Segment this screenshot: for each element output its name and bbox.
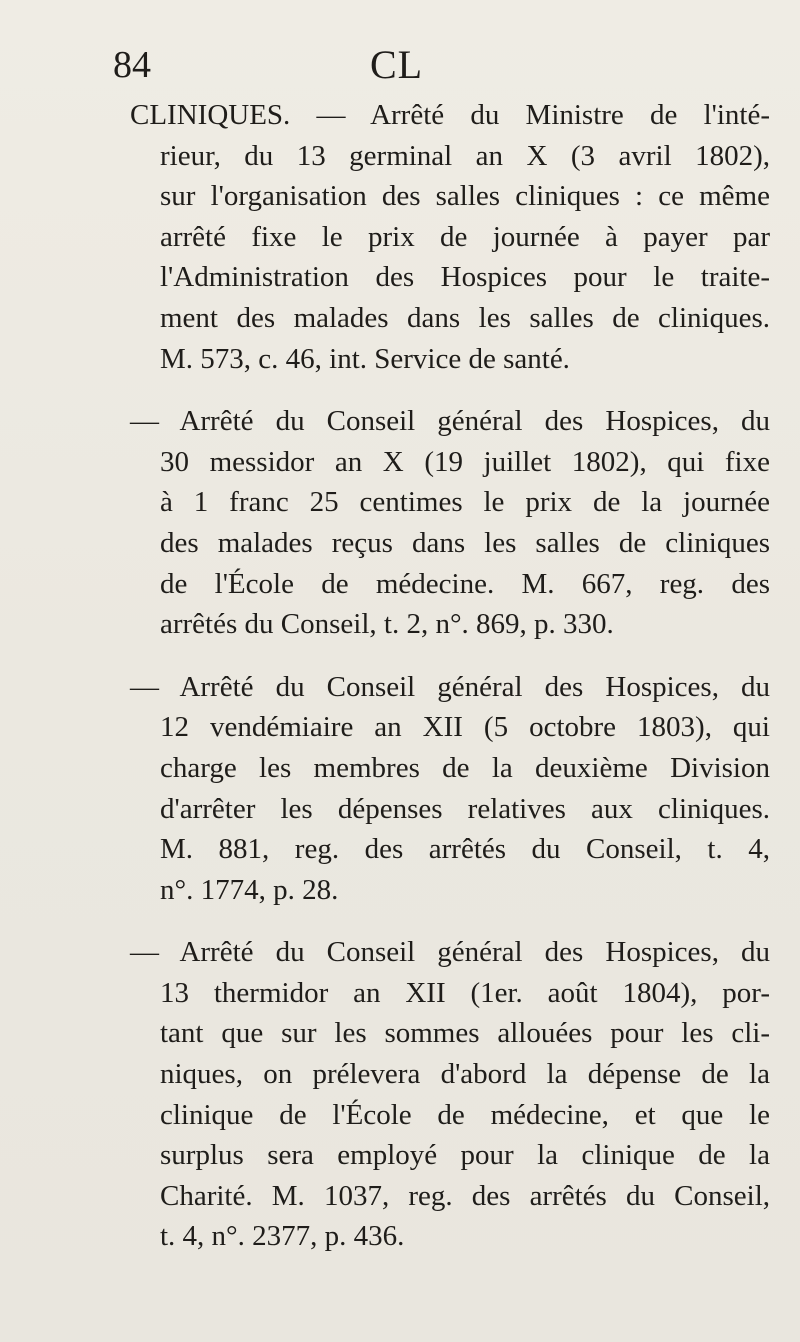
- entry-line: sur l'organisation des salles cliniques : ce même: [160, 180, 770, 213]
- entry-line: arrêtés du Conseil, t. 2, n°. 869, p. 330.: [160, 608, 614, 641]
- entry-line: arrêté fixe le prix de journée à payer par: [160, 220, 770, 253]
- entry-arrete-thermidor: [130, 932, 770, 1257]
- entry-line: clinique de l'École de médecine, et que le: [160, 1098, 770, 1131]
- entry-line: niques, on prélevera d'abord la dépense de la: [160, 1058, 770, 1091]
- entry-line: M. 881, reg. des arrêtés du Conseil, t. 4,: [160, 833, 770, 866]
- entry-line: — Arrêté du Conseil général des Hospices, du: [130, 405, 770, 438]
- entry-cliniques-arrete-ministre: [130, 95, 770, 379]
- entry-line: 13 thermidor an XII (1er. août 1804), por-: [160, 976, 770, 1009]
- entry-line: l'Administration des Hospices pour le traite-: [160, 261, 770, 294]
- entry-line: t. 4, n°. 2377, p. 436.: [160, 1220, 405, 1253]
- running-head-word: CL: [370, 42, 424, 87]
- entry-list: [130, 95, 770, 1257]
- entry-line: ment des malades dans les salles de cliniques.: [160, 301, 770, 334]
- entry-line: charge les membres de la deuxième Division: [160, 751, 770, 784]
- entry-line: 12 vendémiaire an XII (5 octobre 1803), qui: [160, 711, 770, 744]
- entry-line: rieur, du 13 germinal an X (3 avril 1802),: [160, 139, 770, 172]
- running-head: [0, 40, 800, 90]
- entry-line: à 1 franc 25 centimes le prix de la journée: [160, 486, 770, 519]
- page-number: 84: [113, 44, 151, 86]
- entry-line: des malades reçus dans les salles de cliniques: [160, 526, 770, 559]
- entry-line: — Arrêté du Conseil général des Hospices, du: [130, 936, 770, 969]
- entry-line: n°. 1774, p. 28.: [160, 873, 339, 906]
- entry-arrete-messidor: [130, 401, 770, 645]
- entry-line: d'arrêter les dépenses relatives aux cliniques.: [160, 792, 770, 825]
- entry-line: surplus sera employé pour la clinique de la: [160, 1139, 770, 1172]
- entry-arrete-vendemiaire: [130, 667, 770, 911]
- entry-line: CLINIQUES. — Arrêté du Ministre de l'inté-: [130, 99, 770, 131]
- entry-line: M. 573, c. 46, int. Service de santé.: [160, 342, 570, 375]
- entry-line: Charité. M. 1037, reg. des arrêtés du Conseil,: [160, 1179, 770, 1212]
- entry-line: tant que sur les sommes allouées pour les cli-: [160, 1017, 770, 1050]
- entry-line: 30 messidor an X (19 juillet 1802), qui fixe: [160, 445, 770, 478]
- entry-line: — Arrêté du Conseil général des Hospices, du: [130, 670, 770, 703]
- entry-line: de l'École de médecine. M. 667, reg. des: [160, 567, 770, 600]
